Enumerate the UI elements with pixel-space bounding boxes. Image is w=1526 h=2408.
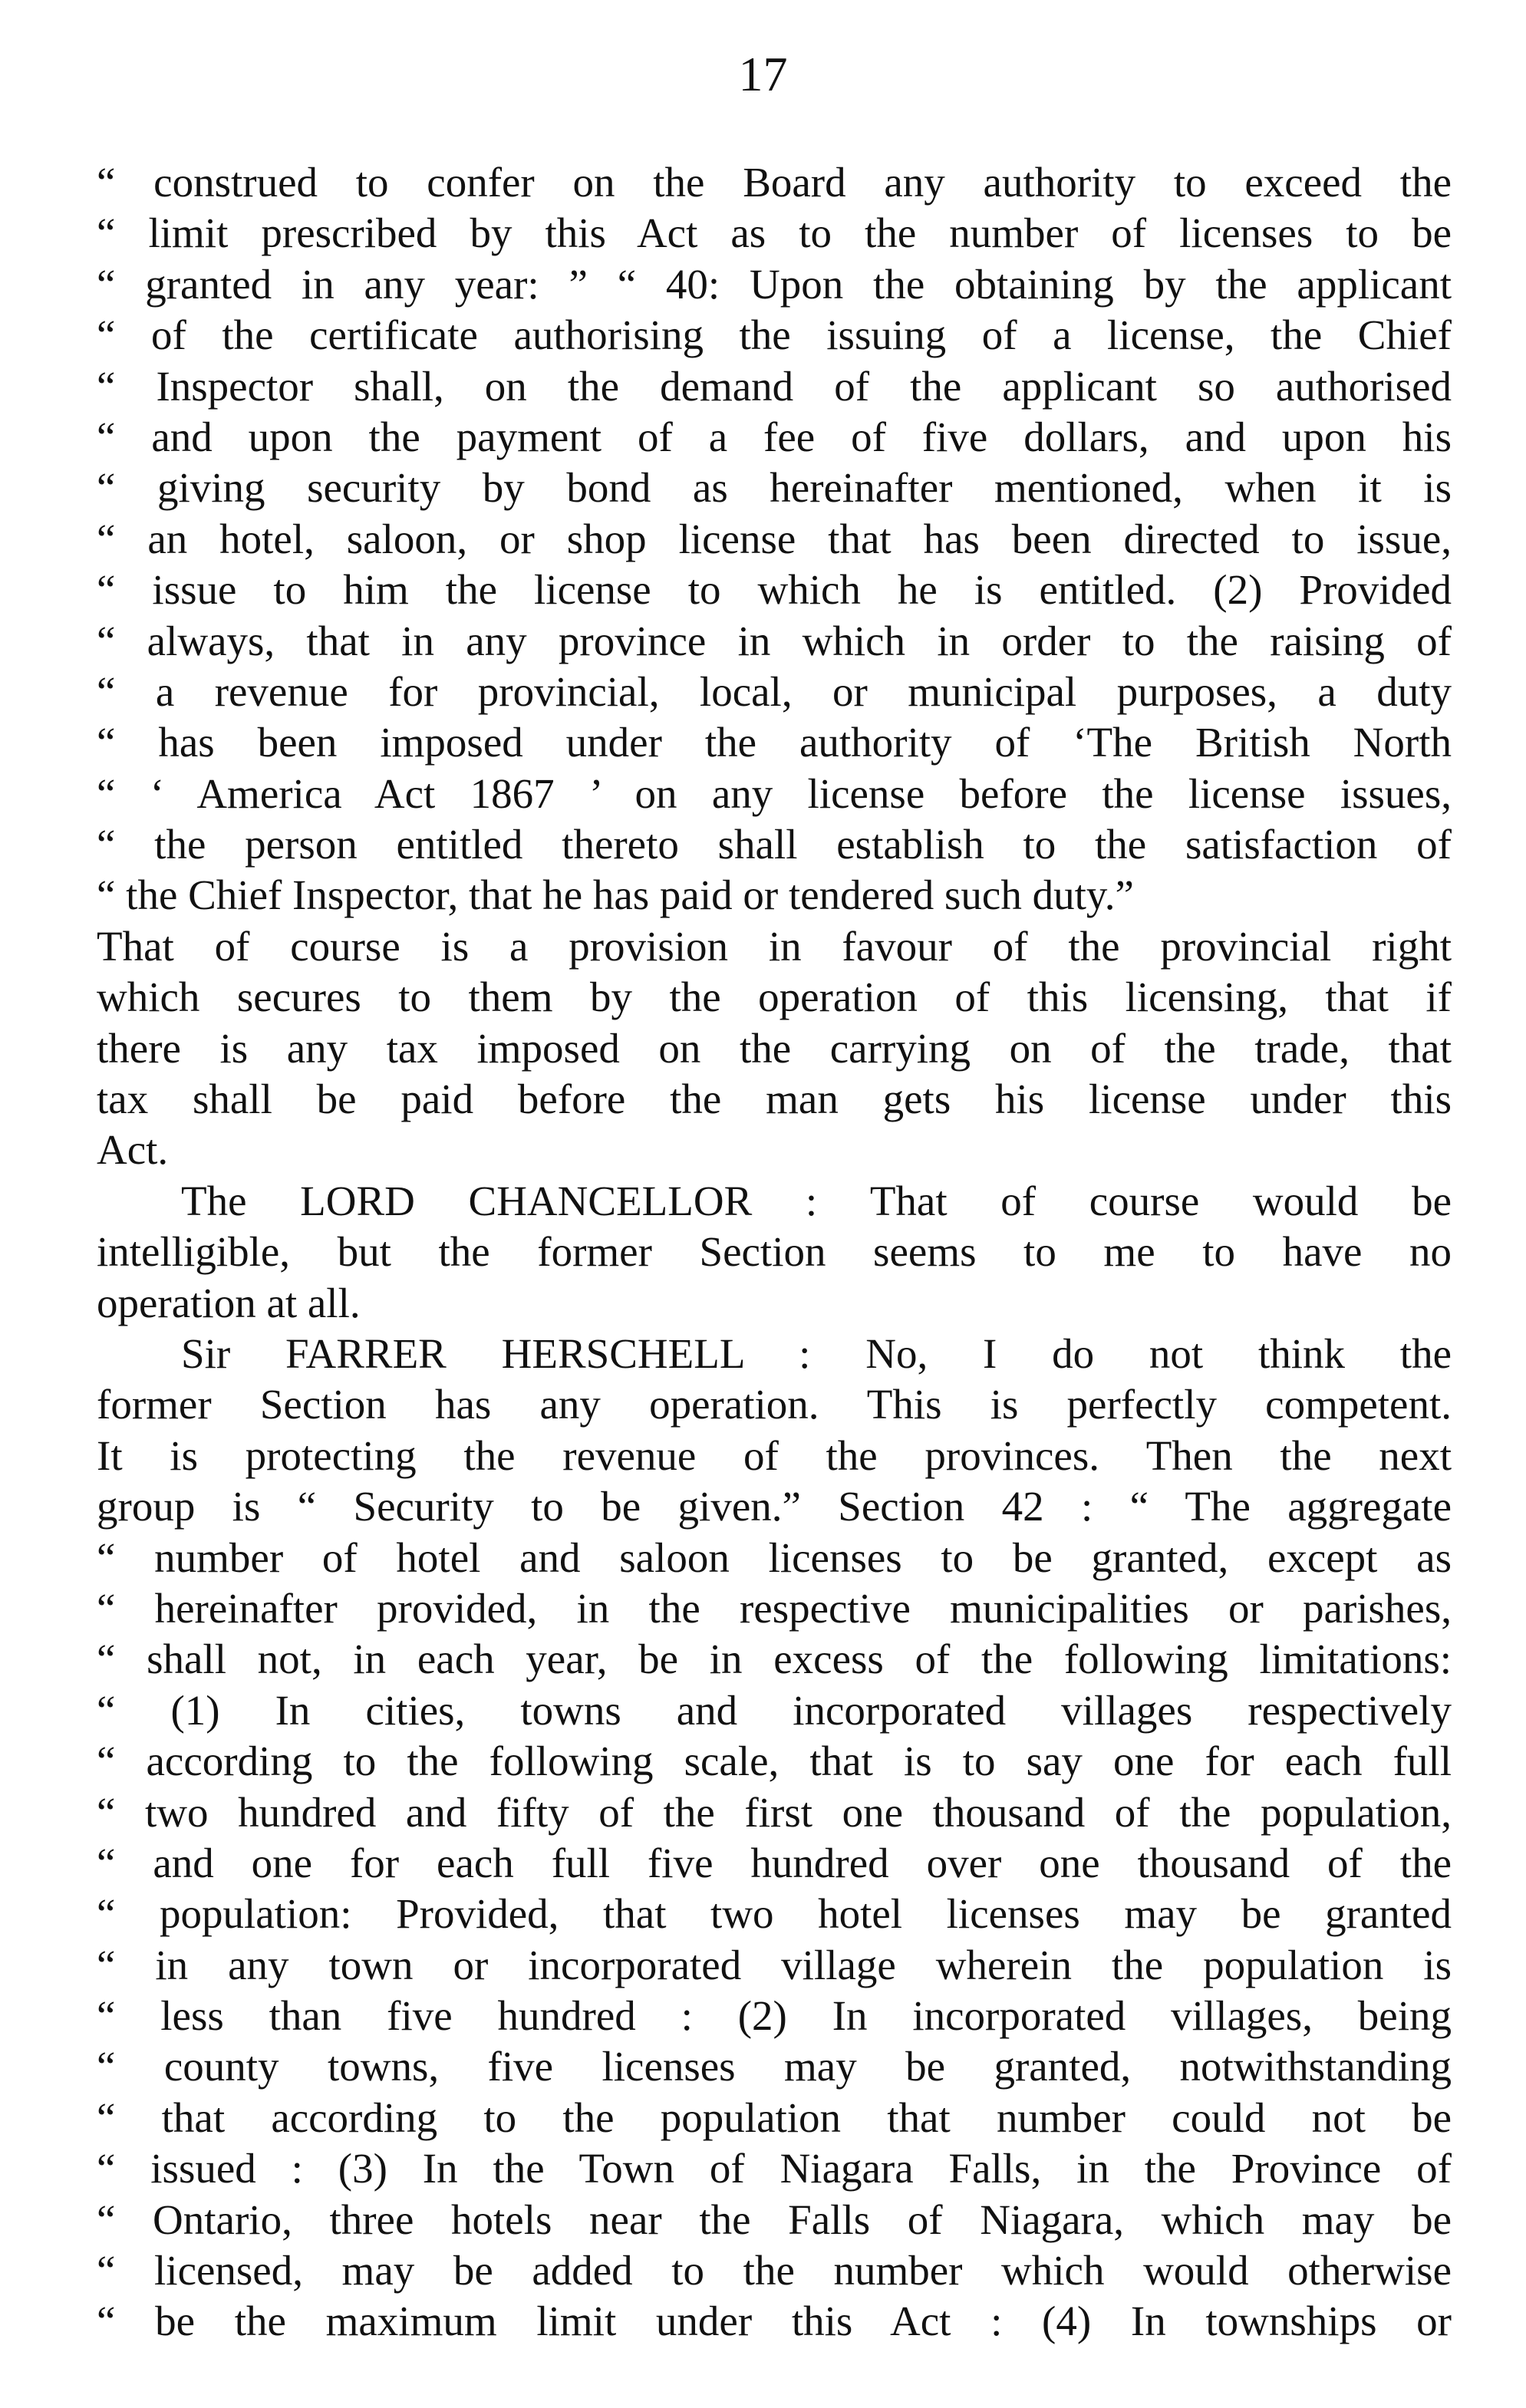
text-line: “ giving security by bond as hereinafter mentioned, when it is <box>97 464 1452 512</box>
text-line: “ the person entitled thereto shall establish to the satisfaction of <box>97 821 1452 868</box>
text-line: “ population: Provided, that two hotel licenses may be granted <box>97 1890 1452 1938</box>
text-line: intelligible, but the former Section seems to me to have no <box>97 1228 1452 1276</box>
text-line: operation at all. <box>97 1279 361 1326</box>
text-line: “ two hundred and fifty of the first one thousand of the population, <box>97 1788 1452 1836</box>
text-line: “ granted in any year: ” “ 40: Upon the obtaining by the applicant <box>97 260 1452 308</box>
text-line: “ and upon the payment of a fee of five dollars, and upon his <box>97 413 1452 460</box>
text-line: “ issued : (3) In the Town of Niagara Falls, in the Province of <box>97 2145 1452 2192</box>
text-line: “ shall not, in each year, be in excess of the following limitations: <box>97 1636 1452 1683</box>
text-line: “ has been imposed under the authority of ‘The British North <box>97 719 1452 766</box>
text-line: “ ‘ America Act 1867 ’ on any license before the license issues, <box>97 769 1452 817</box>
text-line: which secures to them by the operation of this licensing, that if <box>97 973 1452 1021</box>
text-line: “ issue to him the license to which he is entitled. (2) Provided <box>97 566 1452 614</box>
text-line: there is any tax imposed on the carrying on of the trade, that <box>97 1024 1452 1072</box>
text-line: “ be the maximum limit under this Act : (4) In townships or <box>97 2298 1452 2345</box>
text-line: “ less than five hundred : (2) In incorporated villages, being <box>97 1992 1452 2040</box>
text-line: “ limit prescribed by this Act as to the number of licenses to be <box>97 209 1452 257</box>
text-line: “ (1) In cities, towns and incorporated villages respectively <box>97 1686 1452 1734</box>
text-line: “ Inspector shall, on the demand of the applicant so authorised <box>97 362 1452 410</box>
text-line: “ licensed, may be added to the number which would otherwise <box>97 2247 1452 2294</box>
text-line: Act. <box>97 1126 169 1174</box>
text-line: “ according to the following scale, that is to say one for each full <box>97 1738 1452 1785</box>
text-line: group is “ Security to be given.” Section 42 : “ The aggregate <box>97 1483 1452 1530</box>
speaker-line: Sir FARRER HERSCHELL : No, I do not think the <box>181 1329 1452 1377</box>
text-line: tax shall be paid before the man gets his license under this <box>97 1076 1452 1123</box>
text-line: “ and one for each full five hundred over one thousand of the <box>97 1839 1452 1886</box>
text-line: “ construed to confer on the Board any authority to exceed the <box>97 159 1452 206</box>
text-line: “ an hotel, saloon, or shop license that has been directed to issue, <box>97 515 1452 562</box>
text-line: “ the Chief Inspector, that he has paid or tendered such duty.” <box>97 871 1134 919</box>
text-line: That of course is a provision in favour of the provincial right <box>97 922 1452 970</box>
body-text <box>97 157 1452 2347</box>
text-line: “ Ontario, three hotels near the Falls of Niagara, which may be <box>97 2196 1452 2243</box>
text-line: “ county towns, five licenses may be granted, notwithstanding <box>97 2043 1452 2090</box>
text-line: “ number of hotel and saloon licenses to be granted, except as <box>97 1533 1452 1581</box>
text-line: It is protecting the revenue of the provinces. Then the next <box>97 1431 1452 1479</box>
text-line: “ that according to the population that number could not be <box>97 2093 1452 2141</box>
text-line: “ of the certificate authorising the issuing of a license, the Chief <box>97 311 1452 359</box>
text-line: “ hereinafter provided, in the respective municipalities or parishes, <box>97 1584 1452 1632</box>
text-line: “ in any town or incorporated village wherein the population is <box>97 1941 1452 1988</box>
page-number: 17 <box>738 47 788 101</box>
speaker-line: The LORD CHANCELLOR : That of course would be <box>181 1177 1452 1224</box>
text-line: former Section has any operation. This is perfectly competent. <box>97 1381 1452 1428</box>
text-line: “ always, that in any province in which in order to the raising of <box>97 617 1452 664</box>
text-line: “ a revenue for provincial, local, or municipal purposes, a duty <box>97 667 1452 715</box>
